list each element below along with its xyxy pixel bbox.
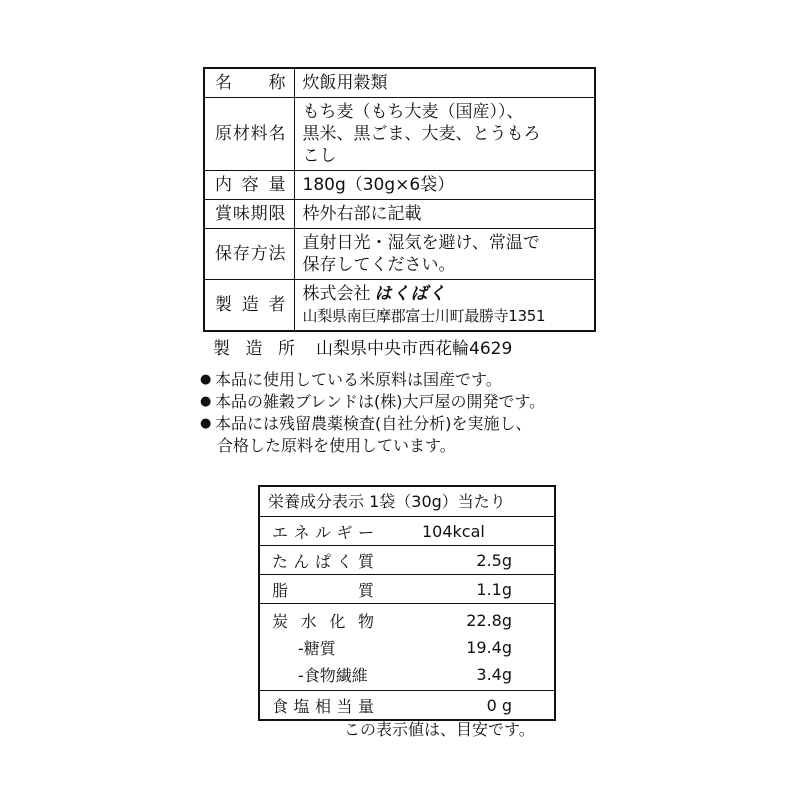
nutrition-row-salt	[260, 691, 554, 719]
nutrient-label: -食物繊維	[298, 665, 368, 685]
nutrition-row-fiber	[260, 661, 554, 688]
nutrient-value: 22.8g	[466, 610, 512, 630]
nutrition-row-carbs-group	[260, 604, 554, 691]
label-key: 内容量	[204, 171, 294, 200]
nutrition-row-fat	[260, 575, 554, 604]
nutrient-label: 脂質	[272, 580, 374, 600]
label-value-line: 枠外右部に記載	[302, 204, 422, 224]
label-value-line: 直射日光・湿気を避け、常温で	[302, 233, 540, 253]
plant-row	[213, 338, 512, 360]
product-label-table	[203, 67, 596, 332]
plant-address: 山梨県中央市西花輪4629	[316, 339, 513, 359]
label-row-best-before	[204, 200, 595, 229]
label-key: 保存方法	[204, 229, 294, 280]
note-text: 本品の雑穀ブレンドは(株)大戸屋の開発です。	[215, 392, 546, 411]
nutrient-value: 1.1g	[476, 579, 512, 599]
nutrient-value: 104kcal	[422, 521, 485, 541]
nutrient-label: -糖質	[298, 638, 336, 658]
nutrition-row-carbs	[260, 607, 554, 634]
nutrient-label: エネルギー	[272, 522, 374, 542]
nutrient-value: 0 g	[486, 695, 512, 715]
nutrient-label: 食塩相当量	[272, 696, 374, 716]
plant-key: 製造所	[213, 339, 295, 359]
note-text: 本品には残留農薬検査(自社分析)を実施し、	[215, 414, 532, 433]
nutrient-value: 19.4g	[466, 637, 512, 657]
label-value-line: 黒米、黒ごま、大麦、とうもろ	[302, 124, 541, 144]
nutrient-label: たんぱく質	[272, 551, 374, 571]
nutrition-row-energy	[260, 517, 554, 546]
label-row-name	[204, 68, 595, 98]
nutrient-label: 炭水化物	[272, 611, 374, 631]
label-value-line: 炊飯用穀類	[302, 73, 388, 93]
note-text: 合格した原料を使用しています。	[217, 436, 456, 455]
label-row-storage	[204, 229, 595, 280]
label-key: 名称	[204, 68, 294, 98]
notes-list	[200, 369, 545, 457]
company-type: 株式会社	[302, 284, 371, 304]
label-value	[294, 229, 595, 280]
note-text: 本品に使用している米原料は国産です。	[215, 370, 502, 389]
nutrition-title: 栄養成分表示 1袋（30g）当たり	[260, 487, 554, 517]
label-key: 賞味期限	[204, 200, 294, 229]
note-item	[200, 391, 545, 413]
label-value-line: もち麦（もち大麦（国産））、	[302, 102, 524, 122]
note-item	[200, 369, 545, 391]
label-key: 原材料名	[204, 98, 294, 171]
label-row-ingredients	[204, 98, 595, 171]
nutrient-value: 2.5g	[476, 550, 512, 570]
nutrition-table	[258, 485, 556, 721]
label-value	[294, 68, 595, 98]
label-value	[294, 200, 595, 229]
label-key: 製造者	[204, 280, 294, 332]
label-row-quantity	[204, 171, 595, 200]
manufacturer-name	[303, 283, 590, 305]
nutrient-value: 3.4g	[476, 664, 512, 684]
label-value	[294, 280, 595, 332]
nutrition-footnote: この表示値は、目安です。	[344, 720, 535, 739]
company-brand: はくばく	[374, 284, 447, 304]
manufacturer-address: 山梨県南巨摩郡富士川町最勝寺1351	[302, 307, 546, 325]
label-row-manufacturer	[204, 280, 595, 332]
label-value-line: 180g（30g×6袋）	[302, 175, 455, 195]
nutrition-row-protein	[260, 546, 554, 575]
label-value-line: こし	[302, 146, 337, 166]
note-item	[200, 413, 545, 457]
label-value	[294, 171, 595, 200]
label-value	[294, 98, 595, 171]
label-value-line: 保存してください。	[302, 255, 456, 275]
nutrition-row-sugar	[260, 634, 554, 661]
